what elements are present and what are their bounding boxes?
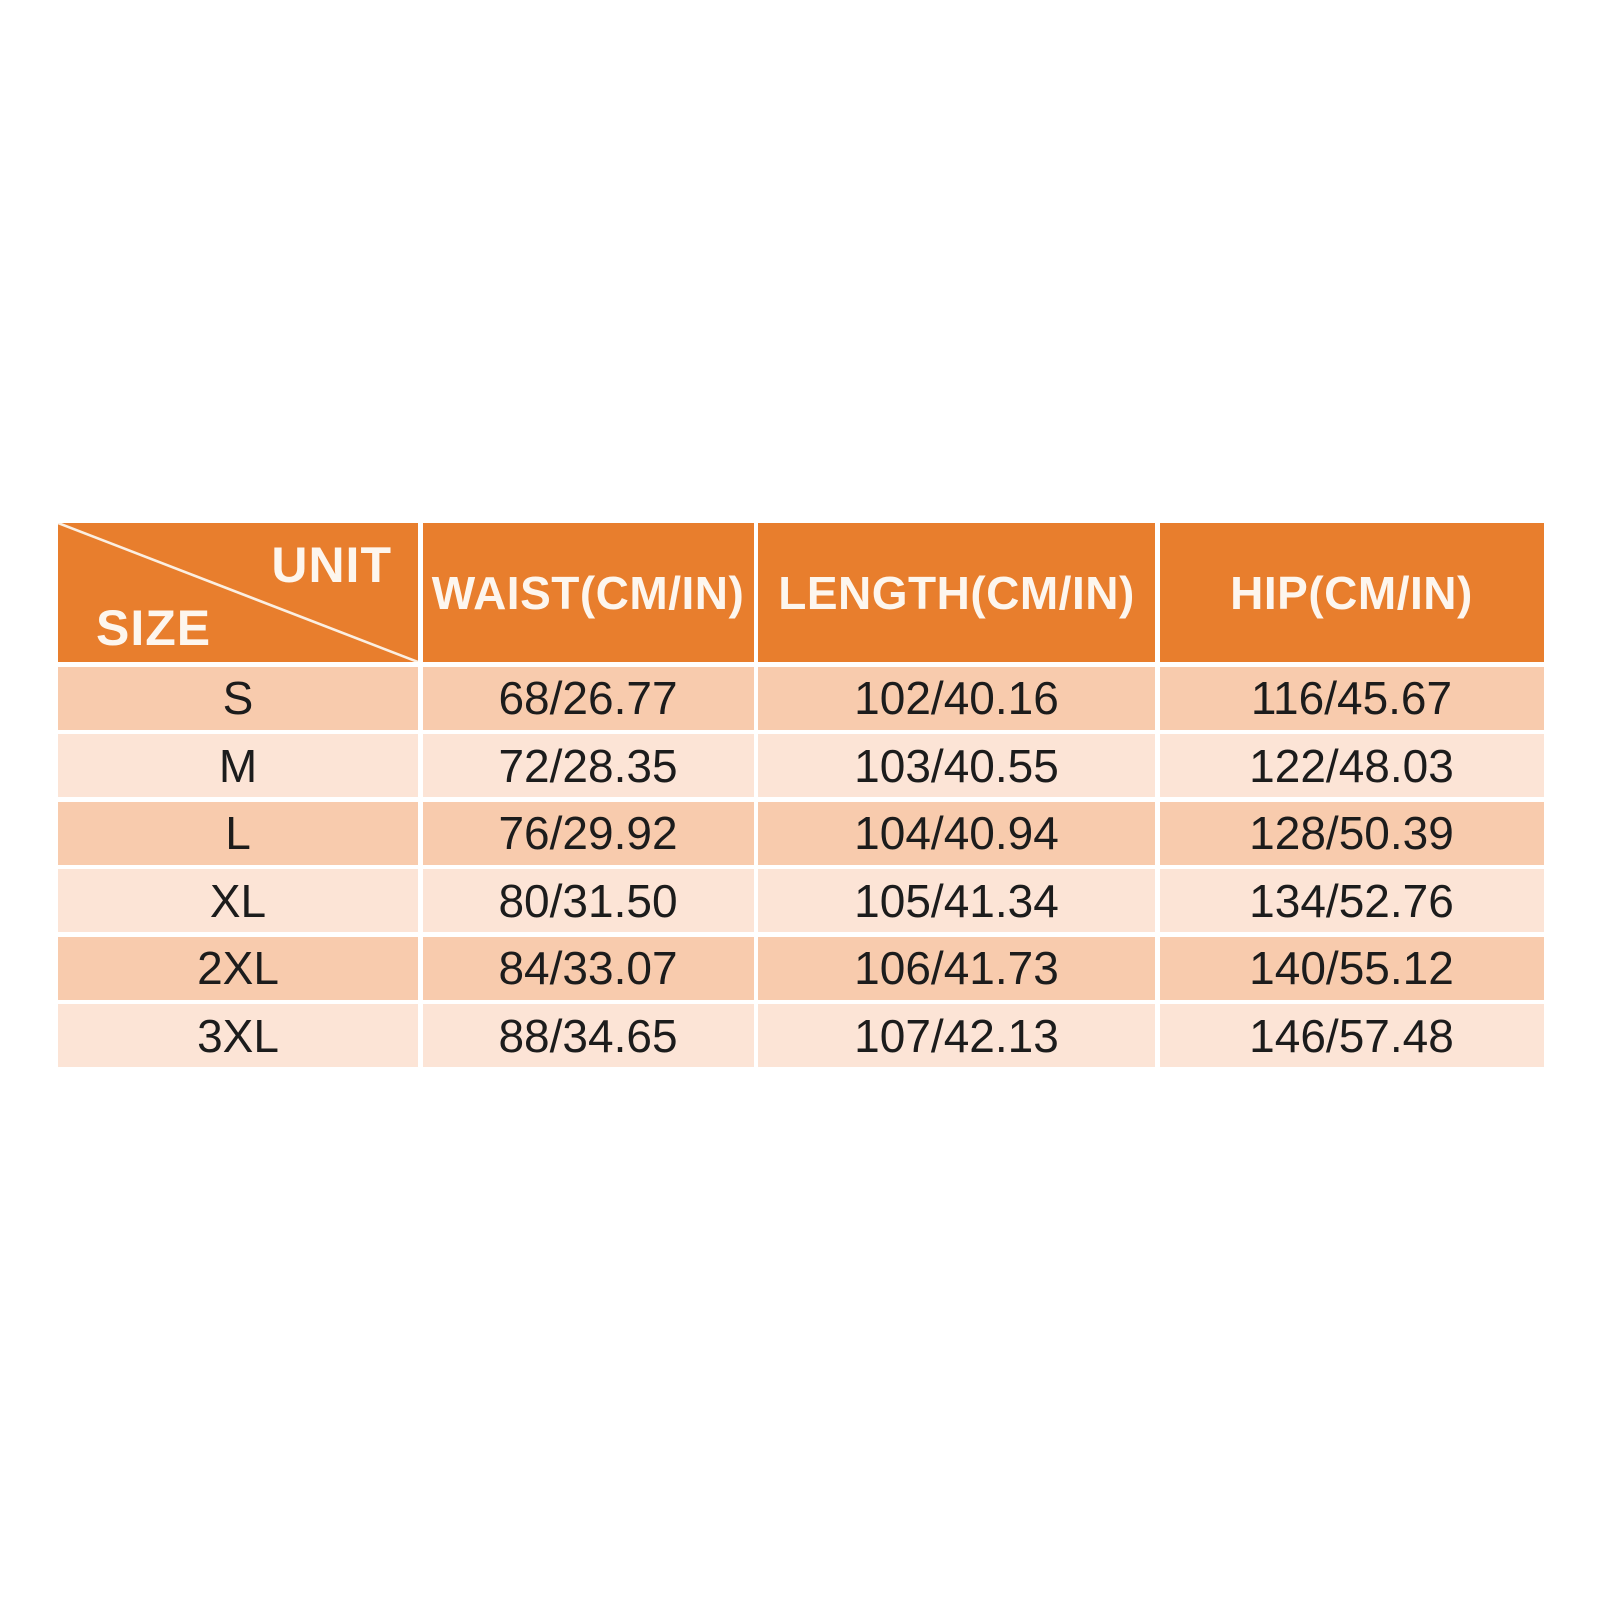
column-header-hip: HIP(CM/IN) [1160, 523, 1544, 662]
hip-cell-s: 116/45.67 [1160, 667, 1544, 730]
hip-cell-2xl: 140/55.12 [1160, 937, 1544, 1000]
corner-header-cell [58, 523, 418, 662]
waist-cell-l: 76/29.92 [423, 802, 754, 865]
length-cell-3xl: 107/42.13 [758, 1004, 1155, 1067]
size-cell-l: L [58, 802, 418, 865]
size-cell-xl: XL [58, 869, 418, 932]
waist-cell-3xl: 88/34.65 [423, 1004, 754, 1067]
length-cell-2xl: 106/41.73 [758, 937, 1155, 1000]
waist-cell-s: 68/26.77 [423, 667, 754, 730]
size-cell-m: M [58, 734, 418, 797]
unit-header-label: UNIT [271, 537, 392, 593]
hip-cell-l: 128/50.39 [1160, 802, 1544, 865]
length-cell-xl: 105/41.34 [758, 869, 1155, 932]
waist-cell-2xl: 84/33.07 [423, 937, 754, 1000]
column-header-waist: WAIST(CM/IN) [423, 523, 754, 662]
size-cell-2xl: 2XL [58, 937, 418, 1000]
waist-cell-xl: 80/31.50 [423, 869, 754, 932]
length-cell-l: 104/40.94 [758, 802, 1155, 865]
hip-cell-xl: 134/52.76 [1160, 869, 1544, 932]
hip-cell-3xl: 146/57.48 [1160, 1004, 1544, 1067]
size-cell-3xl: 3XL [58, 1004, 418, 1067]
size-chart-table [58, 523, 1543, 1067]
hip-cell-m: 122/48.03 [1160, 734, 1544, 797]
length-cell-s: 102/40.16 [758, 667, 1155, 730]
column-header-length: LENGTH(CM/IN) [758, 523, 1155, 662]
length-cell-m: 103/40.55 [758, 734, 1155, 797]
size-header-label: SIZE [96, 600, 212, 656]
size-cell-s: S [58, 667, 418, 730]
waist-cell-m: 72/28.35 [423, 734, 754, 797]
